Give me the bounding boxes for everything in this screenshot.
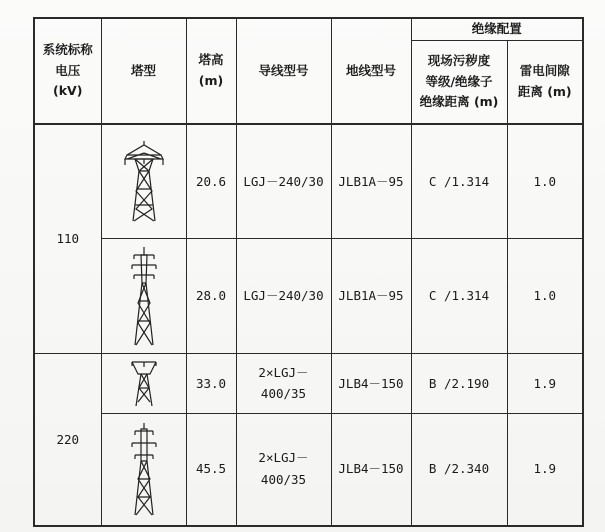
tower-type-cell (101, 354, 186, 413)
lattice-tower-icon (126, 245, 162, 347)
drum-tower-icon (127, 421, 161, 517)
tower-type-cell (101, 124, 186, 239)
table-row (34, 413, 583, 526)
table-row (34, 239, 583, 354)
ground-wire-cell: JLB4－150 (331, 413, 411, 526)
header-tower-type: 塔型 (101, 18, 186, 124)
header-pollution-level: 现场污秽度 等级/绝缘子 绝缘距离 (m) (411, 40, 507, 124)
header-voltage: 系统标称 电压 (kV) (34, 18, 101, 124)
cup-tower-icon (129, 358, 159, 408)
pollution-cell: C /1.314 (411, 124, 507, 239)
gap-cell: 1.9 (507, 413, 583, 526)
header-tower-height: 塔高 (m) (186, 18, 236, 124)
header-conductor: 导线型号 (236, 18, 331, 124)
height-cell: 20.6 (186, 124, 236, 239)
tower-spec-table (33, 17, 584, 527)
gap-cell: 1.0 (507, 124, 583, 239)
height-cell: 28.0 (186, 239, 236, 354)
height-cell: 33.0 (186, 354, 236, 413)
voltage-cell: 220 (34, 354, 101, 526)
height-cell: 45.5 (186, 413, 236, 526)
table-row (34, 124, 583, 239)
ground-wire-cell: JLB1A－95 (331, 124, 411, 239)
cat-head-tower-icon (121, 139, 167, 225)
conductor-cell: 2×LGJ－ 400/35 (236, 413, 331, 526)
conductor-cell: 2×LGJ－ 400/35 (236, 354, 331, 413)
pollution-cell: C /1.314 (411, 239, 507, 354)
header-ground-wire: 地线型号 (331, 18, 411, 124)
voltage-cell: 110 (34, 124, 101, 354)
tower-type-cell (101, 239, 186, 354)
conductor-cell: LGJ－240/30 (236, 239, 331, 354)
gap-cell: 1.0 (507, 239, 583, 354)
ground-wire-cell: JLB1A－95 (331, 239, 411, 354)
ground-wire-cell: JLB4－150 (331, 354, 411, 413)
tower-type-cell (101, 413, 186, 526)
header-lightning-gap: 雷电间隙 距离 (m) (507, 40, 583, 124)
pollution-cell: B /2.190 (411, 354, 507, 413)
conductor-cell: LGJ－240/30 (236, 124, 331, 239)
gap-cell: 1.9 (507, 354, 583, 413)
table-row (34, 354, 583, 413)
pollution-cell: B /2.340 (411, 413, 507, 526)
header-insulation-config: 绝缘配置 (411, 18, 583, 40)
